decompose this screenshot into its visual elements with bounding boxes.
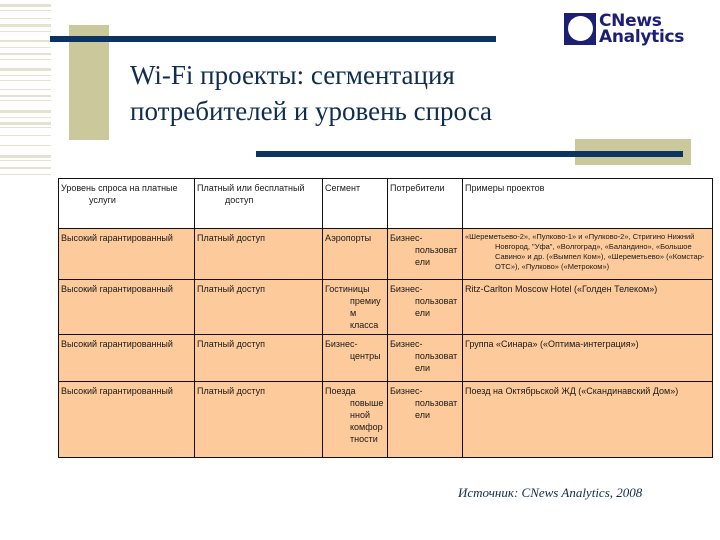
cell-segment: Бизнес-центры	[323, 335, 388, 382]
cell-segment: Аэропорты	[323, 229, 388, 280]
cell-access: Платный доступ	[195, 229, 323, 280]
decorative-rule-top	[50, 36, 496, 42]
cell-segment: Гостиницы премиум класса	[323, 280, 388, 335]
table-header-row	[59, 179, 713, 229]
cell-consumers: Бизнес-пользователи	[388, 280, 463, 335]
cell-demand: Высокий гарантированный	[59, 280, 195, 335]
header-segment: Сегмент	[323, 179, 388, 229]
header-access-type: Платный или бесплатный доступ	[195, 179, 323, 229]
cell-consumers: Бизнес-пользователи	[388, 382, 463, 458]
decorative-rule-bottom	[256, 151, 683, 157]
cell-access: Платный доступ	[195, 335, 323, 382]
slide-title: Wi-Fi проекты: сегментация потребителей и уровень спроса	[130, 60, 493, 126]
logo-line-1: CNews	[599, 11, 662, 31]
decorative-tan-block-left	[69, 25, 109, 140]
source-caption: Источник: CNews Analytics, 2008	[458, 485, 643, 500]
cnews-analytics-logo	[564, 11, 684, 47]
header-project-examples: Примеры проектов	[463, 179, 713, 229]
cell-demand: Высокий гарантированный	[59, 229, 195, 280]
cell-examples: Поезд на Октябрьской ЖД («Скандинавский Дом»)	[463, 382, 713, 458]
cell-demand: Высокий гарантированный	[59, 335, 195, 382]
cell-examples: «Шереметьево-2», «Пулково-1» и «Пулково-2», Стригино Нижний Новгород, "Уфа", «Волгоград», «Баландино», «Большое Савино» и др. («Вымпел Ком»), «Шереметьево» («Комстар-ОТС»), «Пулково» («Метроком»)	[463, 229, 713, 280]
cell-examples: Ritz-Carlton Moscow Hotel («Голден Телеком»)	[463, 280, 713, 335]
cell-demand: Высокий гарантированный	[59, 382, 195, 458]
cell-consumers: Бизнес-пользователи	[388, 229, 463, 280]
header-consumers: Потребители	[388, 179, 463, 229]
cell-access: Платный доступ	[195, 280, 323, 335]
logo-circle-icon	[564, 13, 596, 45]
cell-access: Платный доступ	[195, 382, 323, 458]
table-row	[59, 335, 713, 382]
segmentation-table	[58, 178, 713, 458]
table-row	[59, 280, 713, 335]
header-demand-level: Уровень спроса на платные услуги	[59, 179, 195, 229]
logo-line-2: Analytics	[599, 27, 685, 47]
cell-segment: Поезда повышенной комфортности	[323, 382, 388, 458]
cell-examples: Группа «Синара» («Оптима-интеграция»)	[463, 335, 713, 382]
cell-consumers: Бизнес-пользователи	[388, 335, 463, 382]
table-row	[59, 382, 713, 458]
decorative-stripes	[0, 0, 51, 180]
table-row	[59, 229, 713, 280]
